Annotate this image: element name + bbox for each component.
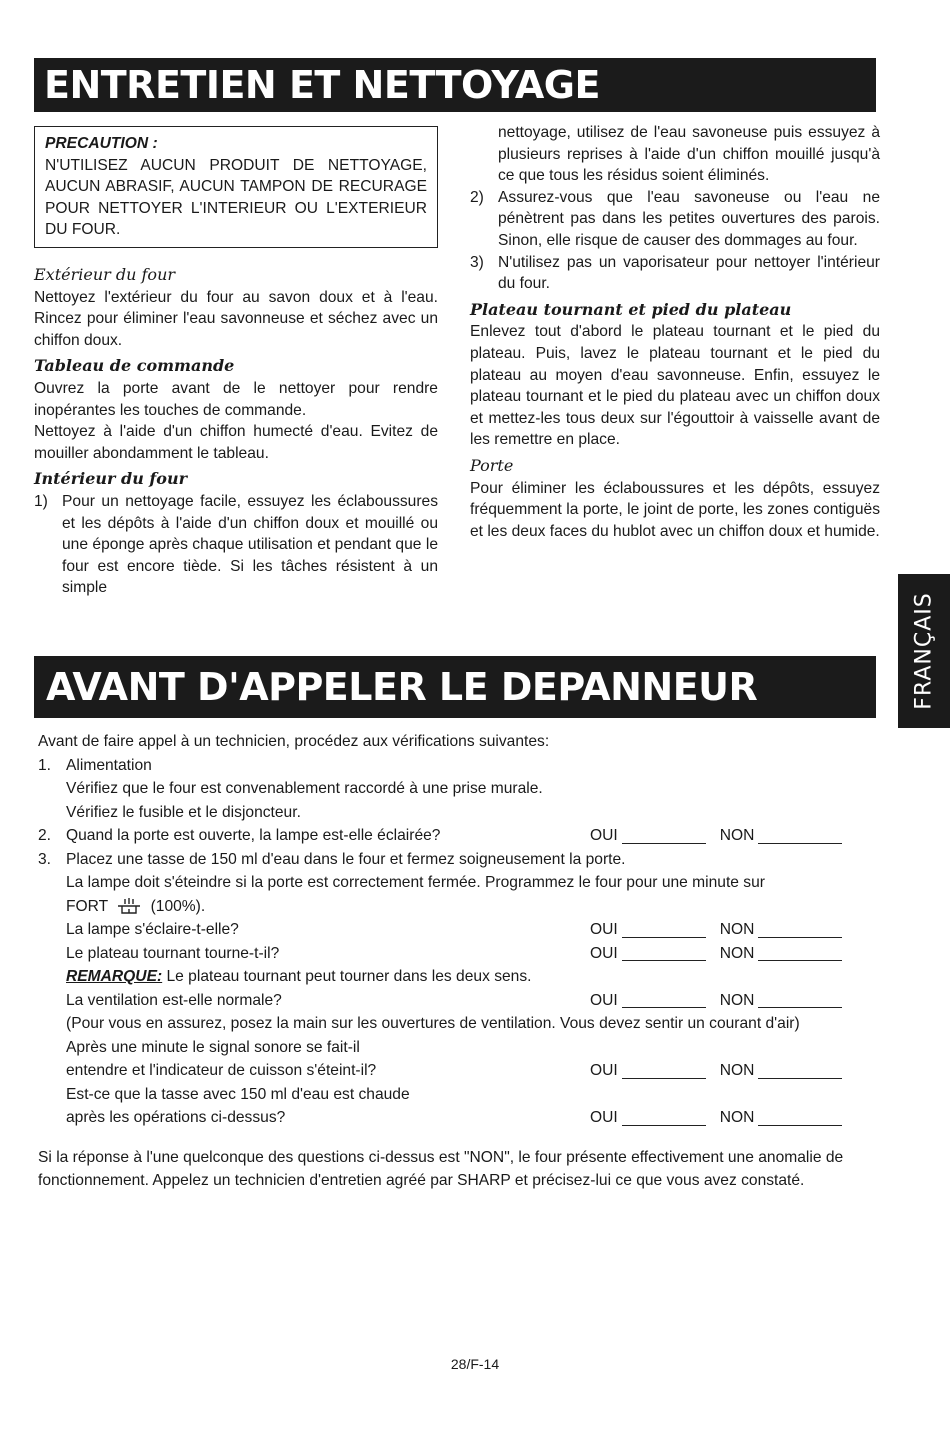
ventilation-note: (Pour vous en assurez, posez la main sur les ouvertures de ventilation. Vous devez sentir un courant d'air) [66,1015,800,1032]
check-item-2: 2. Quand la porte est ouverte, la lampe est-elle éclairée? OUI NON [38,824,886,848]
microwave-power-icon [116,897,142,915]
answer-fields: OUI NON [590,1059,842,1083]
check-item-1-line1: Vérifiez que le four est convenablement raccordé à une prise murale. [66,780,543,797]
yes-blank[interactable] [622,1125,706,1126]
question-ventilation: La ventilation est-elle normale? OUI NON [38,989,886,1013]
intro-text: Avant de faire appel à un technicien, procédez aux vérifications suivantes: [38,733,550,750]
left-column [34,126,438,599]
text-plateau: Enlevez tout d'abord le plateau tournant et le pied du plateau. Puis, lavez le plateau tournant et le pied du plateau au moyen d'eau savonneuse. Enfin, essuyez le plateau tournant et le pied du plateau avec un chiffon doux et mettez-les tous deux sur l'égouttoir à vaisselle avant de les remettre en place. [470,323,880,449]
list-item: 2) Assurez-vous que l'eau savoneuse ou l'eau ne pénètrent pas dans les petites ouvertures des parois. Sinon, elle risque de causer des dommages au four. [470,188,880,249]
question-plateau: Le plateau tournant tourne-t-il? OUI NON [38,942,886,966]
right-column [470,122,880,542]
yes-blank[interactable] [622,937,706,938]
no-blank[interactable] [758,937,842,938]
check-item-3-line2: La lampe doit s'éteindre si la porte est correctement fermée. Programmez le four pour une minute sur [66,874,765,891]
heading-plateau: Plateau tournant et pied du plateau [470,299,792,319]
section-title-entretien: ENTRETIEN ET NETTOYAGE [34,58,876,112]
heading-interieur: Intérieur du four [34,469,188,489]
list-item: 3) N'utilisez pas un vaporisateur pour nettoyer l'intérieur du four. [470,253,880,293]
page-number: 28/F-14 [450,1356,500,1372]
question-tasse: Est-ce que la tasse avec 150 ml d'eau est chaude après les opérations ci-dessus? OUI NON [38,1083,886,1130]
fort-line: FORT (100%). [66,897,206,915]
yes-blank[interactable] [622,1078,706,1079]
answer-fields: OUI NON [590,942,842,966]
no-blank[interactable] [758,1007,842,1008]
precaution-box [34,126,438,248]
yes-blank[interactable] [622,843,706,844]
yes-blank[interactable] [622,1007,706,1008]
heading-porte: Porte [470,455,514,475]
troubleshooting-section [38,730,886,1192]
check-item-3: 3. Placez une tasse de 150 ml d'eau dans le four et fermez soigneusement la porte. [38,850,626,868]
language-tab-label: FRANÇAIS [911,592,937,710]
text-tableau-1: Ouvrez la porte avant de le nettoyer pour rendre inopérantes les touches de commande. [34,379,438,419]
answer-fields: OUI NON [590,824,842,848]
precaution-title: PRECAUTION : [45,135,158,152]
yes-blank[interactable] [622,960,706,961]
no-blank[interactable] [758,960,842,961]
question-signal: Après une minute le signal sonore se fait-il entendre et l'indicateur de cuisson s'éteint-il? OUI NON [38,1036,886,1083]
section-title-depanneur: AVANT D'APPELER LE DEPANNEUR [34,656,876,718]
no-blank[interactable] [758,1078,842,1079]
heading-tableau: Tableau de commande [34,356,235,376]
no-blank[interactable] [758,843,842,844]
list-item: 1) Pour un nettoyage facile, essuyez les éclaboussures et les dépôts à l'aide d'un chiffon doux et mouillé ou une éponge après chaque utilisation et pendant que le four est encore tiède. Si les tâches résistent à un simple [34,492,438,597]
no-blank[interactable] [758,1125,842,1126]
remarque-note: REMARQUE: Le plateau tournant peut tourner dans les deux sens. [66,968,532,985]
heading-exterieur: Extérieur du four [34,264,176,284]
list-item-continued: nettoyage, utilisez de l'eau savoneuse puis essuyez à plusieurs reprises à l'aide d'un chiffon mouillé jusqu'à ce que tous les résidus soient éliminés. [498,124,880,185]
text-tableau-2: Nettoyez à l'aide d'un chiffon humecté d'eau. Evitez de mouiller abondamment le tableau. [34,423,438,462]
question-lampe: La lampe s'éclaire-t-elle? OUI NON [38,918,886,942]
language-tab [898,574,950,728]
answer-fields: OUI NON [590,918,842,942]
check-item-1-line2: Vérifiez le fusible et le disjoncteur. [66,803,301,821]
answer-fields: OUI NON [590,1106,842,1130]
text-porte: Pour éliminer les éclaboussures et les dépôts, essuyez fréquemment la porte, le joint de porte, les zones contiguës et les deux faces du hublot avec un chiffon doux et humide. [470,479,880,540]
text-exterieur: Nettoyez l'extérieur du four au savon doux et à l'eau. Rincez pour éliminer l'eau savonneuse et séchez avec un chiffon doux. [34,288,438,349]
precaution-text: N'UTILISEZ AUCUN PRODUIT DE NETTOYAGE, AUCUN ABRASIF, AUCUN TAMPON DE RECURAGE POUR NETTOYER L'INTERIEUR OU L'EXTERIEUR DU FOUR. [45,156,427,239]
conclusion-text: Si la réponse à l'une quelconque des questions ci-dessus est "NON", le four présente effectivement une anomalie de fonctionnement. Appelez un technicien d'entretien agréé par SHARP et précisez-lui ce que vous avez constaté. [38,1148,844,1189]
answer-fields: OUI NON [590,989,842,1013]
check-item-1: 1. Alimentation [38,756,152,774]
